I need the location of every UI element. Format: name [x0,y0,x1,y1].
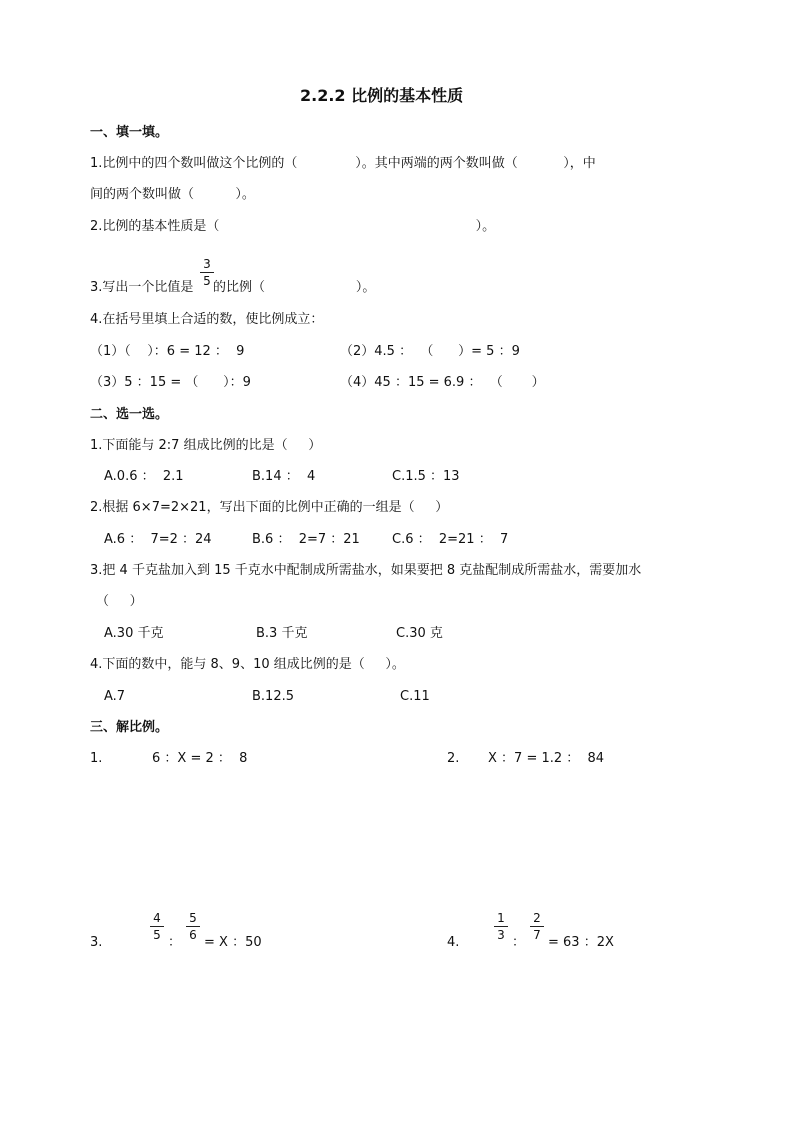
section-heading-fill: 一、填一填。 [90,125,169,140]
question-2-1: 1.下面能与 2:7 组成比例的比是（ ） [90,438,322,453]
question-2-3-line1: 3.把 4 千克盐加入到 15 千克水中配制成所需盐水，如果要把 8 克盐配制成所需盐水，需要加水 [90,563,642,578]
question-1-3-prefix: 3.写出一个比值是 [90,280,194,295]
option-2-3-b: B.3 千克 [256,626,308,641]
option-2-2-b: B.6 ： 2=7 ：21 [252,532,360,547]
problem-3-2-expression: X ：7 = 1.2 ： 84 [488,751,605,766]
option-2-4-c: C.11 [400,689,430,704]
fraction-three-fifths [200,258,214,288]
option-2-4-b: B.12.5 [252,689,294,704]
question-2-2: 2.根据 6×7=2×21，写出下面的比例中正确的一组是（ ） [90,500,449,515]
page-title: 2.2.2 比例的基本性质 [300,86,464,105]
fraction-bar [200,272,214,273]
question-1-4-b: （2）4.5 ： （ ）= 5 ：9 [340,344,520,359]
fraction-denominator: 7 [533,928,541,942]
question-1-2: 2.比例的基本性质是（ ）。 [90,219,496,234]
fraction-five-sixths [186,912,200,942]
problem-3-3-number: 3. [90,935,103,950]
problem-3-3-rest: = X ：50 [204,935,262,950]
question-1-4: 4.在括号里填上合适的数，使比例成立： [90,312,324,327]
option-2-3-c: C.30 克 [396,626,443,641]
problem-3-1-expression: 6 ：X = 2 ： 8 [152,751,248,766]
question-1-1-line1: 1.比例中的四个数叫做这个比例的（ ）。其中两端的两个数叫做（ ），中 [90,156,596,171]
option-2-1-c: C.1.5 ：13 [392,469,460,484]
fraction-bar [186,926,200,927]
fraction-bar [494,926,508,927]
question-1-1-line2: 间的两个数叫做（ ）。 [90,187,255,202]
question-2-3-line2: （ ） [96,594,143,609]
fraction-one-third [494,912,508,942]
option-2-2-c: C.6 ： 2=21 ： 7 [392,532,509,547]
section-heading-choose: 二、选一选。 [90,407,169,422]
fraction-bar [530,926,544,927]
problem-3-4-rest: = 63 ：2X [548,935,614,950]
fraction-numerator: 1 [497,911,505,925]
fraction-four-fifths [150,912,164,942]
question-2-4: 4.下面的数中，能与 8、9、10 组成比例的是（ ）。 [90,657,405,672]
fraction-two-sevenths [530,912,544,942]
question-1-3-suffix: 的比例（ ）。 [213,280,376,295]
fraction-numerator: 4 [153,911,161,925]
question-1-4-c: （3）5 ：15 = （ ）：9 [90,375,251,390]
fraction-denominator: 5 [203,274,211,288]
option-2-1-b: B.14 ： 4 [252,469,316,484]
fraction-numerator: 3 [203,257,211,271]
fraction-numerator: 5 [189,911,197,925]
problem-3-2-number: 2. [447,751,460,766]
option-2-4-a: A.7 [104,689,126,704]
fraction-denominator: 3 [497,928,505,942]
problem-3-4-number: 4. [447,935,460,950]
fraction-denominator: 5 [153,928,161,942]
question-1-4-a: （1）（ ）：6 = 12 ： 9 [90,344,245,359]
ratio-colon: ： [168,935,182,950]
option-2-3-a: A.30 千克 [104,626,164,641]
fraction-numerator: 2 [533,911,541,925]
option-2-1-a: A.0.6 ： 2.1 [104,469,184,484]
fraction-bar [150,926,164,927]
problem-3-1-number: 1. [90,751,103,766]
option-2-2-a: A.6 ： 7=2 ：24 [104,532,212,547]
section-heading-solve: 三、解比例。 [90,720,169,735]
ratio-colon: ： [512,935,526,950]
question-1-4-d: （4）45 ：15 = 6.9 ： （ ） [340,375,545,390]
fraction-denominator: 6 [189,928,197,942]
